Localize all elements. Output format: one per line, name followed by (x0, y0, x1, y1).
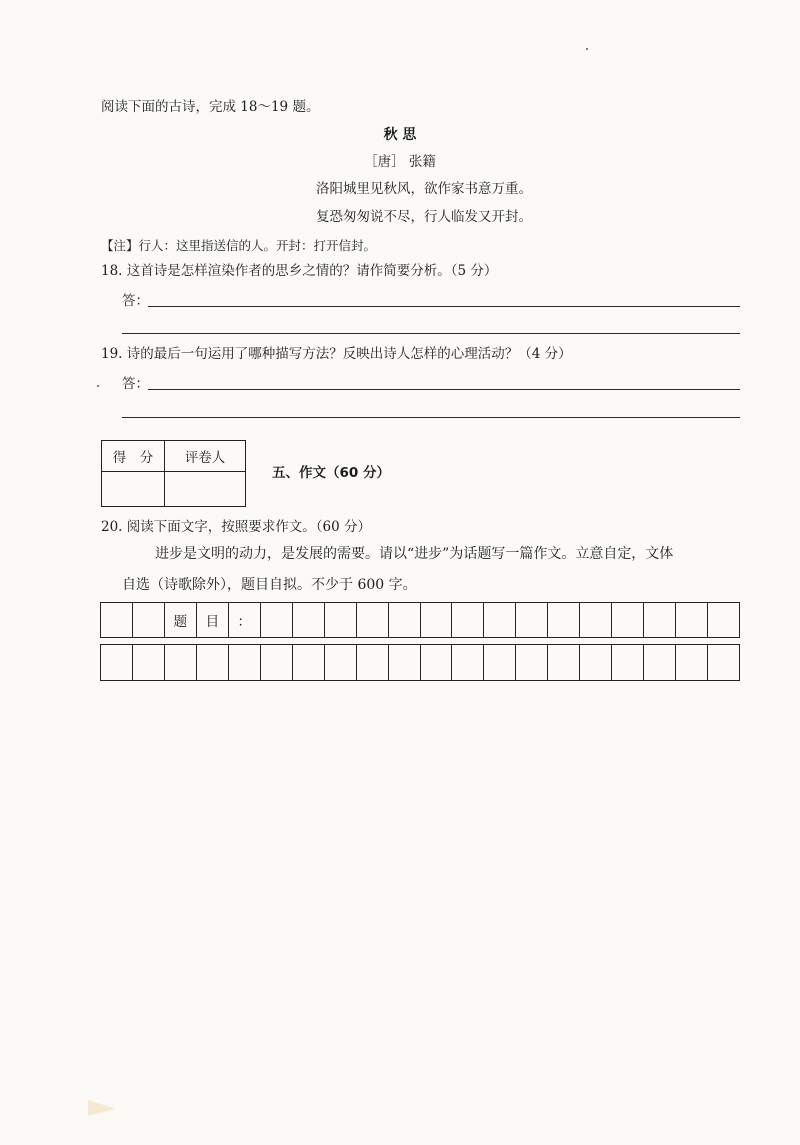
grid-cell (484, 645, 516, 680)
grid-cell (612, 603, 644, 637)
grid-cell (516, 645, 548, 680)
grid-cell (452, 645, 484, 680)
grid-cell: 题 (165, 603, 197, 637)
grid-cell (484, 603, 516, 637)
essay-prompt-line-1: 进步是文明的动力，是发展的需要。请以“进步”为话题写一篇作文。立意自定，文体 (155, 546, 674, 562)
grid-cell (101, 603, 133, 637)
grid-cell (644, 645, 676, 680)
answer-label-19: 答： (122, 376, 149, 392)
score-table (101, 440, 246, 507)
poem-line-2: 复恐匆匆说不尽，行人临发又开封。 (316, 209, 532, 225)
writing-grid-title-row (100, 602, 740, 638)
answer-line (122, 333, 740, 334)
score-cell (102, 472, 165, 507)
grid-cell (389, 645, 421, 680)
answer-line (148, 389, 740, 390)
grid-cell (293, 645, 325, 680)
grid-cell (325, 645, 357, 680)
answer-label-18: 答： (122, 293, 149, 309)
scan-speck (97, 385, 99, 387)
grid-cell (261, 603, 293, 637)
grid-cell (612, 645, 644, 680)
grid-cell (261, 645, 293, 680)
grid-cell (676, 603, 708, 637)
scan-speck (586, 48, 588, 50)
grid-cell (165, 645, 197, 680)
grid-cell (133, 603, 165, 637)
writing-grid-row (100, 644, 740, 681)
essay-prompt-line-2: 自选（诗歌除外），题目自拟。不少于 600 字。 (122, 577, 417, 593)
poem-line-1: 洛阳城里见秋风，欲作家书意万重。 (316, 181, 532, 197)
grader-header: 评卷人 (165, 441, 246, 472)
question-19: 19. 诗的最后一句运用了哪种描写方法？反映出诗人怎样的心理活动？（4 分） (101, 346, 572, 362)
grid-cell (421, 645, 453, 680)
grid-cell (452, 603, 484, 637)
grid-cell: ： (229, 603, 261, 637)
grid-cell (293, 603, 325, 637)
grid-cell (708, 603, 739, 637)
question-18: 18. 这首诗是怎样渲染作者的思乡之情的？请作简要分析。（5 分） (101, 263, 498, 279)
grid-cell (357, 603, 389, 637)
grid-cell (708, 645, 739, 680)
grid-cell (516, 603, 548, 637)
grid-cell (580, 603, 612, 637)
grid-cell (229, 645, 261, 680)
grid-cell: 目 (197, 603, 229, 637)
score-header: 得 分 (102, 441, 165, 472)
grid-cell (580, 645, 612, 680)
reading-instruction: 阅读下面的古诗，完成 18～19 题。 (101, 99, 320, 115)
question-20: 20. 阅读下面文字，按照要求作文。（60 分） (101, 519, 371, 535)
scan-smudge (88, 1100, 116, 1116)
poem-author: ［唐］ 张籍 (364, 154, 436, 170)
section-title: 五、作文（60 分） (272, 465, 390, 481)
answer-line (122, 417, 740, 418)
answer-line (148, 306, 740, 307)
grid-cell (548, 645, 580, 680)
grader-cell (165, 472, 246, 507)
grid-cell (325, 603, 357, 637)
grid-cell (548, 603, 580, 637)
grid-cell (101, 645, 133, 680)
grid-cell (389, 603, 421, 637)
grid-cell (133, 645, 165, 680)
poem-note: 【注】行人：这里指送信的人。开封：打开信封。 (101, 238, 377, 253)
grid-cell (357, 645, 389, 680)
poem-title: 秋 思 (383, 127, 417, 143)
grid-cell (421, 603, 453, 637)
grid-cell (644, 603, 676, 637)
grid-cell (676, 645, 708, 680)
grid-cell (197, 645, 229, 680)
